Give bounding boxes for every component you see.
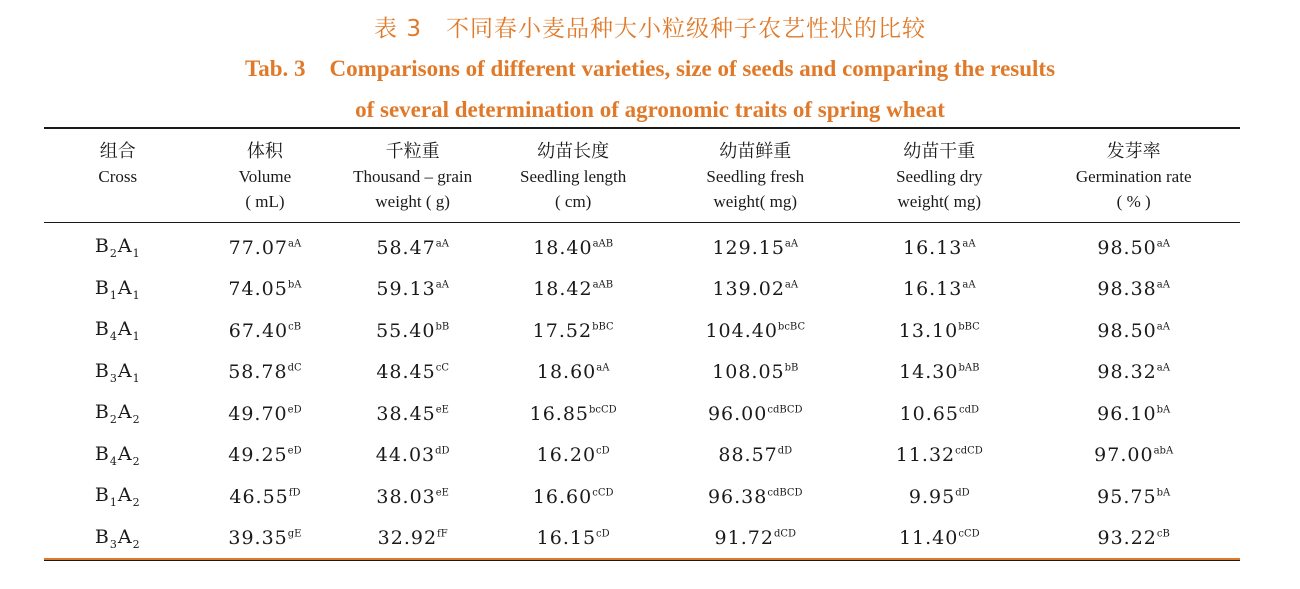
cell-value: 95.75 xyxy=(1097,485,1157,508)
cell-value: 97.00 xyxy=(1094,444,1154,467)
significance-letters: aA xyxy=(1156,362,1170,374)
significance-letters: bBC xyxy=(958,321,980,333)
cell-cross: $B_4A_2$ xyxy=(94,442,141,468)
cell-volume xyxy=(192,352,339,394)
cell-value: 104.40 xyxy=(705,319,778,342)
header-row xyxy=(44,128,1240,223)
cell-germination-rate xyxy=(1027,269,1240,311)
cell-value: 9.95 xyxy=(908,485,956,508)
header-cross: 组合 Cross xyxy=(44,128,192,223)
significance-letters: eD xyxy=(287,445,302,457)
significance-letters: dC xyxy=(287,362,302,374)
cell-seedling-fresh-weight xyxy=(659,393,851,435)
significance-letters: bB xyxy=(435,321,450,333)
cell-value: 10.65 xyxy=(899,402,959,425)
significance-letters: bB xyxy=(784,362,799,374)
cell-value: 16.15 xyxy=(536,527,597,550)
significance-letters: dD xyxy=(955,487,970,499)
cell-value: 38.45 xyxy=(376,402,436,425)
significance-letters: fF xyxy=(437,528,448,540)
significance-letters: cCD xyxy=(958,528,980,540)
cell-value: 129.15 xyxy=(712,236,785,259)
significance-letters: dD xyxy=(435,445,450,457)
significance-letters: aA xyxy=(784,238,799,250)
cell-value: 18.60 xyxy=(536,361,597,384)
cell-seedling-length xyxy=(487,476,659,518)
cell-value: 98.50 xyxy=(1097,236,1157,259)
table-row xyxy=(44,393,1240,435)
cell-germination-rate xyxy=(1027,352,1240,394)
cell-seedling-fresh-weight xyxy=(659,435,851,477)
caption-english-line1 xyxy=(0,56,1300,82)
cell-volume xyxy=(192,310,339,352)
table-row xyxy=(44,352,1240,394)
cell-seedling-dry-weight xyxy=(851,352,1027,394)
header-volume: 体积 Volume ( mL) xyxy=(192,128,339,223)
cell-value: 49.25 xyxy=(228,444,288,467)
cell-seedling-fresh-weight xyxy=(659,352,851,394)
cell-germination-rate xyxy=(1027,518,1240,561)
cell-value: 14.30 xyxy=(899,361,959,384)
significance-letters: eD xyxy=(287,404,302,416)
cell-cross: $B_1A_1$ xyxy=(94,276,141,302)
cell-value: 91.72 xyxy=(714,527,774,550)
cell-seedling-dry-weight xyxy=(851,393,1027,435)
cell-value: 98.50 xyxy=(1097,319,1157,342)
cell-thousand-grain-weight xyxy=(338,269,487,311)
significance-letters: cB xyxy=(288,321,302,333)
significance-letters: aA xyxy=(962,279,976,291)
cell-seedling-length xyxy=(487,310,659,352)
cell-value: 17.52 xyxy=(532,319,593,342)
cell-cross: $B_2A_2$ xyxy=(94,401,141,427)
cell-seedling-length xyxy=(487,223,659,269)
cell-value: 11.32 xyxy=(895,444,956,467)
cell-value: 39.35 xyxy=(228,527,288,550)
cell-value: 96.38 xyxy=(707,485,768,508)
cell-germination-rate xyxy=(1027,223,1240,269)
cell-seedling-dry-weight xyxy=(851,223,1027,269)
table-body xyxy=(44,223,1240,561)
cell-volume xyxy=(192,393,339,435)
cell-value: 77.07 xyxy=(228,236,289,259)
cell-seedling-dry-weight xyxy=(851,476,1027,518)
significance-letters: aA xyxy=(1156,238,1170,250)
cell-value: 18.40 xyxy=(533,236,593,259)
significance-letters: dD xyxy=(777,445,793,457)
significance-letters: aAB xyxy=(592,238,614,250)
cell-seedling-length xyxy=(487,393,659,435)
cell-value: 11.40 xyxy=(898,527,959,550)
significance-letters: aA xyxy=(596,362,610,374)
significance-letters: abA xyxy=(1153,445,1174,457)
cell-seedling-fresh-weight xyxy=(659,476,851,518)
significance-letters: cdBCD xyxy=(767,487,803,499)
significance-letters: bcBC xyxy=(777,321,806,333)
cell-volume xyxy=(192,223,339,269)
significance-letters: bA xyxy=(1156,404,1171,416)
cell-thousand-grain-weight xyxy=(338,352,487,394)
cell-seedling-fresh-weight xyxy=(659,518,851,561)
significance-letters: cD xyxy=(596,445,610,457)
agronomic-traits-table xyxy=(44,127,1240,561)
cell-thousand-grain-weight xyxy=(338,476,487,518)
significance-letters: aA xyxy=(288,238,302,250)
significance-letters: cB xyxy=(1156,528,1170,540)
cell-volume xyxy=(192,269,339,311)
significance-letters: cdCD xyxy=(955,445,983,457)
table-row xyxy=(44,310,1240,352)
header-thousand-grain-weight: 千粒重 Thousand – grain weight ( g) xyxy=(338,128,487,223)
cell-volume xyxy=(192,518,339,561)
cell-thousand-grain-weight xyxy=(338,393,487,435)
significance-letters: aA xyxy=(784,279,799,291)
cell-value: 74.05 xyxy=(228,278,288,301)
significance-letters: bBC xyxy=(592,321,614,333)
cell-value: 32.92 xyxy=(377,527,438,550)
cell-germination-rate xyxy=(1027,310,1240,352)
cell-value: 16.13 xyxy=(903,278,963,301)
significance-letters: aA xyxy=(962,238,976,250)
cell-seedling-dry-weight xyxy=(851,518,1027,561)
cell-value: 46.55 xyxy=(229,485,289,508)
significance-letters: eE xyxy=(435,404,449,416)
cell-value: 58.47 xyxy=(376,236,436,259)
significance-letters: bcCD xyxy=(589,404,617,416)
cell-value: 139.02 xyxy=(712,278,785,301)
significance-letters: bA xyxy=(1156,487,1171,499)
caption-chinese: 表 3 不同春小麦品种大小粒级种子农艺性状的比较 xyxy=(374,16,926,42)
significance-letters: fD xyxy=(288,487,301,499)
table-row xyxy=(44,269,1240,311)
cell-value: 98.32 xyxy=(1097,361,1157,384)
caption-english-line2: of several determination of agronomic traits of spring wheat xyxy=(355,97,945,122)
cell-seedling-length xyxy=(487,269,659,311)
significance-letters: aA xyxy=(435,238,449,250)
significance-letters: cD xyxy=(596,528,610,540)
significance-letters: cdBCD xyxy=(767,404,803,416)
significance-letters: dCD xyxy=(773,528,797,540)
cell-cross: $B_2A_1$ xyxy=(94,235,141,261)
cell-value: 13.10 xyxy=(898,319,959,342)
cell-value: 16.85 xyxy=(529,402,590,425)
cell-value: 58.78 xyxy=(228,361,288,384)
cell-seedling-dry-weight xyxy=(851,435,1027,477)
cell-cross: $B_4A_1$ xyxy=(94,318,141,344)
significance-letters: cCD xyxy=(592,487,614,499)
cell-value: 96.10 xyxy=(1097,402,1157,425)
cell-thousand-grain-weight xyxy=(338,310,487,352)
cell-value: 16.13 xyxy=(903,236,963,259)
cell-value: 18.42 xyxy=(533,278,593,301)
cell-germination-rate xyxy=(1027,393,1240,435)
cell-seedling-fresh-weight xyxy=(659,310,851,352)
cell-seedling-length xyxy=(487,435,659,477)
significance-letters: aA xyxy=(435,279,449,291)
cell-value: 48.45 xyxy=(376,361,436,384)
cell-seedling-length xyxy=(487,352,659,394)
cell-value: 49.70 xyxy=(228,402,288,425)
cell-seedling-fresh-weight xyxy=(659,223,851,269)
cell-value: 93.22 xyxy=(1097,527,1157,550)
cell-value: 108.05 xyxy=(712,361,785,384)
table-row xyxy=(44,476,1240,518)
caption-table-number: Tab. 3 xyxy=(244,56,306,81)
significance-letters: aA xyxy=(1156,321,1170,333)
cell-seedling-fresh-weight xyxy=(659,269,851,311)
table-row xyxy=(44,435,1240,477)
cell-value: 38.03 xyxy=(376,485,436,508)
cell-value: 16.20 xyxy=(536,444,597,467)
table-row xyxy=(44,223,1240,269)
cell-volume xyxy=(192,435,339,477)
header-germination-rate: 发芽率 Germination rate ( % ) xyxy=(1027,128,1240,223)
header-seedling-fresh-weight: 幼苗鲜重 Seedling fresh weight( mg) xyxy=(659,128,851,223)
cell-seedling-dry-weight xyxy=(851,310,1027,352)
significance-letters: bA xyxy=(287,279,302,291)
cell-seedling-length xyxy=(487,518,659,561)
cell-seedling-dry-weight xyxy=(851,269,1027,311)
significance-letters: eE xyxy=(435,487,449,499)
significance-letters: cC xyxy=(435,362,449,374)
cell-value: 88.57 xyxy=(718,444,778,467)
significance-letters: bAB xyxy=(958,362,980,374)
significance-letters: cdD xyxy=(958,404,980,416)
cell-value: 55.40 xyxy=(376,319,436,342)
caption-english-text1: Comparisons of different varieties, size of seeds and comparing the results xyxy=(329,56,1056,81)
table-row xyxy=(44,518,1240,561)
significance-letters: aAB xyxy=(592,279,614,291)
header-seedling-length: 幼苗长度 Seedling length ( cm) xyxy=(487,128,659,223)
cell-value: 67.40 xyxy=(228,319,289,342)
cell-germination-rate xyxy=(1027,476,1240,518)
cell-cross: $B_3A_2$ xyxy=(44,518,192,561)
cell-value: 96.00 xyxy=(707,402,768,425)
cell-value: 59.13 xyxy=(376,278,436,301)
header-seedling-dry-weight: 幼苗干重 Seedling dry weight( mg) xyxy=(851,128,1027,223)
cell-thousand-grain-weight xyxy=(338,435,487,477)
cell-volume xyxy=(192,476,339,518)
bottom-accent-rule xyxy=(44,558,1240,560)
cell-germination-rate xyxy=(1027,435,1240,477)
cell-cross: $B_1A_2$ xyxy=(94,484,141,510)
cell-value: 98.38 xyxy=(1097,278,1157,301)
cell-thousand-grain-weight xyxy=(338,223,487,269)
cell-cross: $B_3A_1$ xyxy=(94,359,141,385)
cell-value: 16.60 xyxy=(532,485,593,508)
cell-value: 44.03 xyxy=(375,444,436,467)
significance-letters: aA xyxy=(1156,279,1170,291)
cell-thousand-grain-weight xyxy=(338,518,487,561)
significance-letters: gE xyxy=(287,528,302,540)
